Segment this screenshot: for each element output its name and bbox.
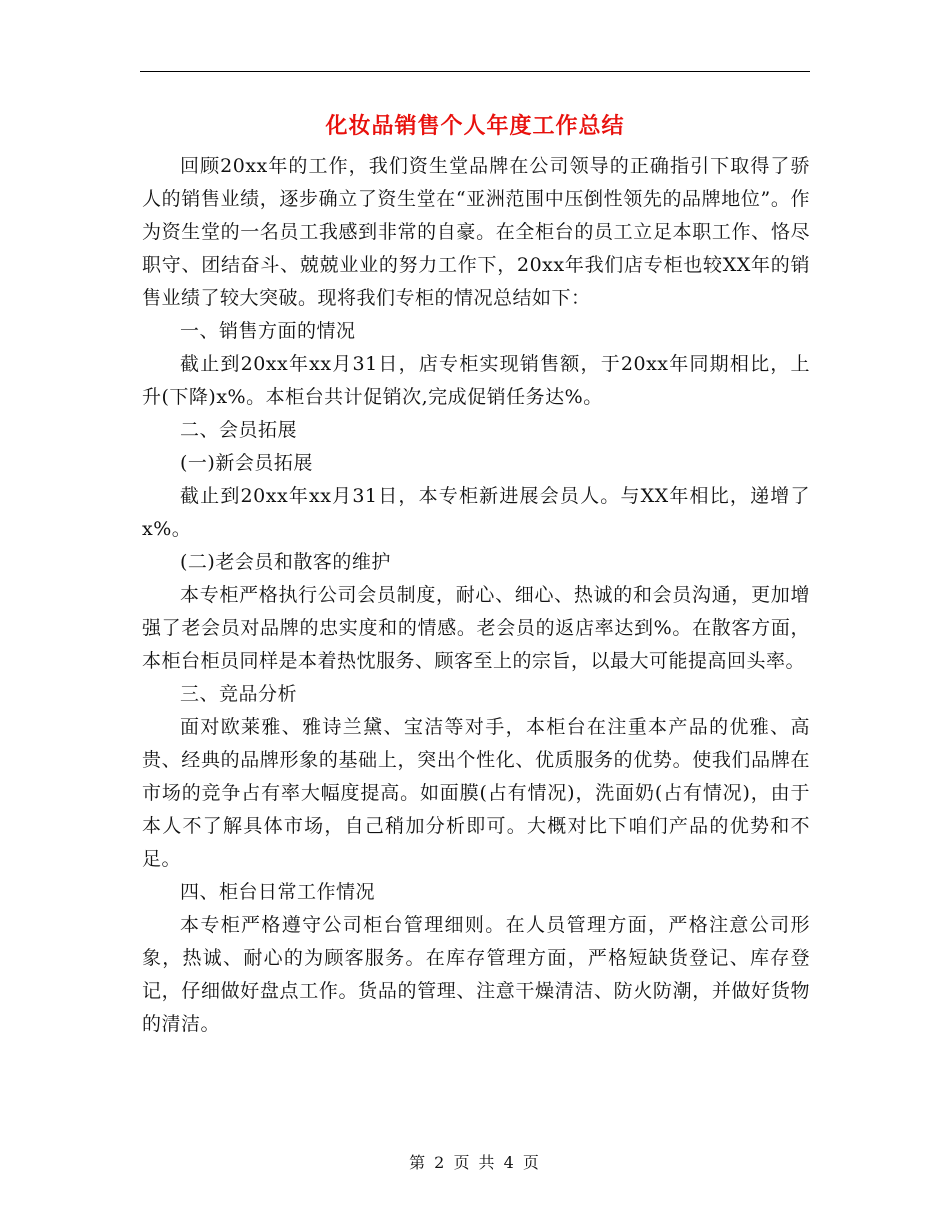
section-heading-competitors: 三、竞品分析 (180, 683, 298, 705)
document-title: 化妆品销售个人年度工作总结 (325, 114, 625, 139)
paragraph-new-members: 截止到20xx年xx月31日，本专柜新进展会员人。与XX年相比，递增了x%。 (142, 485, 810, 540)
header-rule (140, 71, 810, 72)
document-body (142, 150, 810, 1041)
paragraph-competitors: 面对欧莱雅、雅诗兰黛、宝洁等对手，本柜台在注重本产品的优雅、高贵、经典的品牌形象的基础上，突出个性化、优质服务的优势。使我们品牌在市场的竞争占有率大幅度提高。如面膜(占有情况)，洗面奶(占有情况)，由于本人不了解具体市场，自己稍加分析即可。大概对比下咱们产品的优势和不足。 (142, 716, 810, 870)
page-number: 第 2 页 共 4 页 (409, 1153, 541, 1172)
section-heading-daily-work: 四、柜台日常工作情况 (180, 881, 376, 903)
subsection-heading-old-members: (二)老会员和散客的维护 (180, 551, 391, 573)
subsection-heading-new-members: (一)新会员拓展 (180, 452, 313, 474)
section-heading-sales: 一、销售方面的情况 (180, 320, 356, 342)
paragraph-sales: 截止到20xx年xx月31日，店专柜实现销售额，于20xx年同期相比，上升(下降)x%。本柜台共计促销次,完成促销任务达%。 (142, 353, 810, 408)
section-heading-members: 二、会员拓展 (180, 419, 298, 441)
paragraph-old-members: 本专柜严格执行公司会员制度，耐心、细心、热诚的和会员沟通，更加增强了老会员对品牌的忠实度和的情感。老会员的返店率达到%。在散客方面，本柜台柜员同样是本着热忱服务、顾客至上的宗旨，以最大可能提高回头率。 (142, 584, 810, 672)
paragraph-daily-work: 本专柜严格遵守公司柜台管理细则。在人员管理方面，严格注意公司形象，热诚、耐心的为顾客服务。在库存管理方面，严格短缺货登记、库存登记，仔细做好盘点工作。货品的管理、注意干燥清洁、防火防潮，并做好货物的清洁。 (142, 914, 810, 1035)
paragraph-intro: 回顾20xx年的工作，我们资生堂品牌在公司领导的正确指引下取得了骄人的销售业绩，逐步确立了资生堂在“亚洲范围中压倒性领先的品牌地位”。作为资生堂的一名员工我感到非常的自豪。在全柜台的员工立足本职工作、恪尽职守、团结奋斗、兢兢业业的努力工作下，20xx年我们店专柜也较XX年的销售业绩了较大突破。现将我们专柜的情况总结如下： (142, 155, 810, 309)
